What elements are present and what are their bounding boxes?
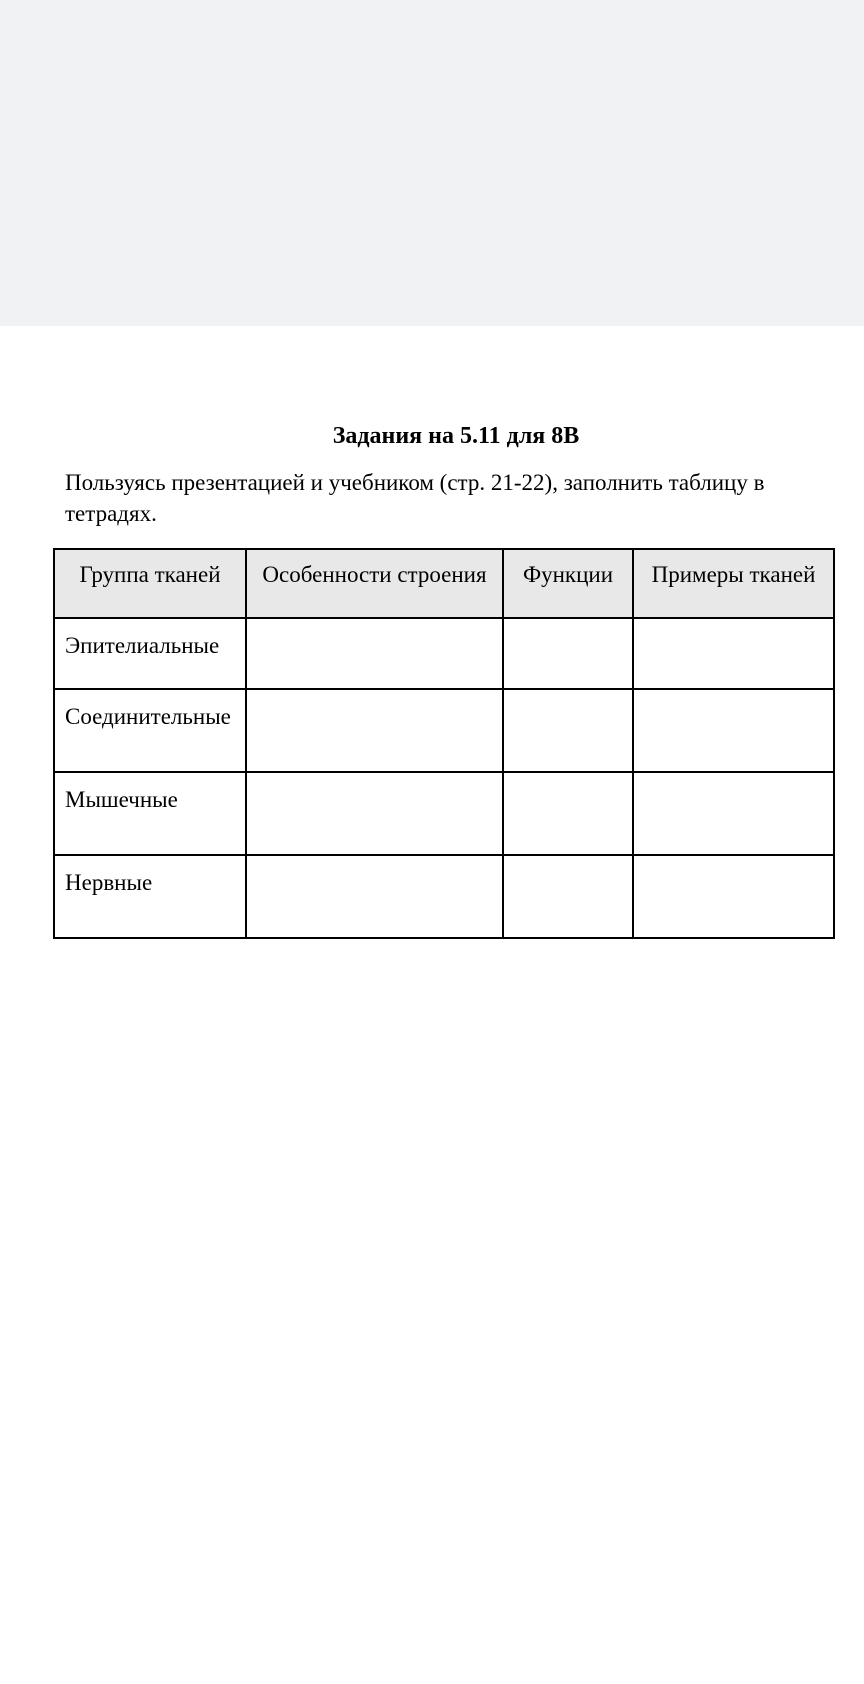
cell-text <box>504 856 632 868</box>
document-title: Задания на 5.11 для 8В <box>332 423 580 449</box>
header-cell-examples <box>633 549 834 618</box>
header-cell-tissue-group <box>54 549 246 618</box>
cell-text <box>634 773 833 785</box>
table-row <box>54 855 834 938</box>
table-cell <box>503 772 633 855</box>
header-label: Примеры тканей <box>651 562 816 587</box>
cell-text <box>504 773 632 785</box>
cell-text <box>634 690 833 702</box>
cell-text <box>504 619 632 631</box>
table-row <box>54 689 834 772</box>
header-cell-structure <box>246 549 503 618</box>
cell-text: Соединительные <box>65 704 231 729</box>
table-cell <box>633 772 834 855</box>
table-header-row <box>54 549 834 618</box>
table-row <box>54 618 834 689</box>
cell-text <box>247 773 502 785</box>
header-cell-functions <box>503 549 633 618</box>
table-cell <box>54 772 246 855</box>
cell-text: Нервные <box>65 870 153 895</box>
cell-text <box>247 690 502 702</box>
cell-text <box>247 856 502 868</box>
cell-text <box>247 619 502 631</box>
tissue-table <box>53 548 835 939</box>
cell-text <box>634 619 833 631</box>
table-cell <box>246 772 503 855</box>
header-label: Группа тканей <box>79 562 221 587</box>
table-cell <box>246 689 503 772</box>
table-cell <box>54 689 246 772</box>
table-cell <box>633 689 834 772</box>
table-cell <box>54 618 246 689</box>
table-cell <box>503 689 633 772</box>
cell-text: Мышечные <box>65 787 178 812</box>
instruction-text: Пользуясь презентацией и учебником (стр. 21-22), заполнить таблицу в тетрадях. <box>65 470 765 526</box>
table-row <box>54 772 834 855</box>
table-cell <box>633 618 834 689</box>
header-label: Функции <box>522 562 614 587</box>
table-cell <box>503 618 633 689</box>
table-cell <box>246 618 503 689</box>
header-label: Особенности строения <box>262 562 487 587</box>
cell-text <box>504 690 632 702</box>
cell-text: Эпителиальные <box>65 633 220 658</box>
table-cell <box>246 855 503 938</box>
cell-text <box>634 856 833 868</box>
table-cell <box>503 855 633 938</box>
table-cell <box>633 855 834 938</box>
table-cell <box>54 855 246 938</box>
top-gray-band <box>0 0 864 326</box>
